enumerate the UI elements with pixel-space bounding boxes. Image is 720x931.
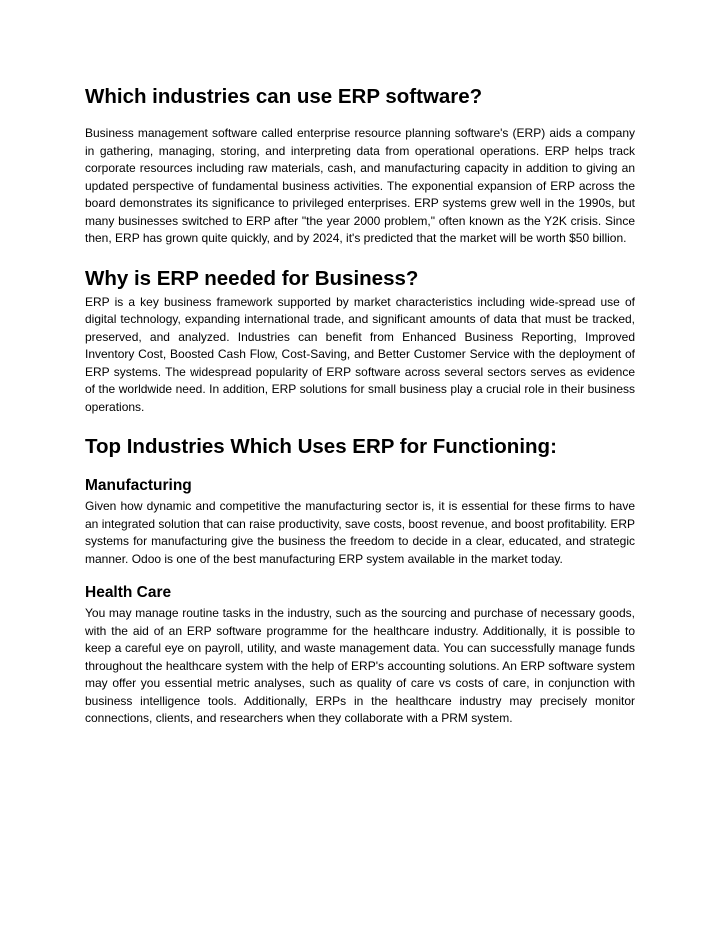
subsection-health-care xyxy=(85,583,635,728)
section-heading: Why is ERP needed for Business? xyxy=(85,266,419,290)
section-which-industries xyxy=(85,84,635,248)
subsection-paragraph: Given how dynamic and competitive the manufacturing sector is, it is essential for these firms to have an integrated solution that can raise productivity, save costs, boost revenue, and boost profitability. ERP systems for manufacturing give the business the freedom to decide in a clear, educated, and strategic manner. Odoo is one of the best manufacturing ERP system available in the market today. xyxy=(85,499,635,566)
subsection-heading: Health Care xyxy=(85,584,172,601)
section-top-industries xyxy=(85,434,635,728)
section-paragraph: Business management software called enterprise resource planning software's (ERP) aids a company in gathering, managing, storing, and interpreting data from operational operations. ERP helps track corporate resources including raw materials, cash, and manufacturing capacity in addition to giving an updated perspective of fundamental business activities. The exponential expansion of ERP across the board demonstrates its significance to privileged enterprises. ERP systems grew well in the 1990s, but many businesses switched to ERP after "the year 2000 problem," often known as the Y2K crisis. Since then, ERP has grown quite quickly, and by 2024, it's predicted that the market will be worth $50 billion. xyxy=(85,126,635,245)
section-heading: Which industries can use ERP software? xyxy=(85,85,483,108)
section-why-erp xyxy=(85,266,635,417)
subsection-paragraph: You may manage routine tasks in the industry, such as the sourcing and purchase of necessary goods, with the aid of an ERP software programme for the healthcare industry. Additionally, it is possible to keep a careful eye on payroll, utility, and waste management data. You can successfully manage funds throughout the healthcare system with the help of ERP's accounting solutions. An ERP software system may offer you essential metric analyses, such as quality of care vs costs of care, in conjunction with business intelligence tools. Additionally, ERPs in the healthcare industry may precisely monitor connections, clients, and researchers when they collaborate with a PRM system. xyxy=(85,606,635,725)
section-heading: Top Industries Which Uses ERP for Functioning: xyxy=(85,435,557,458)
subsection-manufacturing xyxy=(85,476,635,568)
section-paragraph: ERP is a key business framework supported by market characteristics including wide-spread use of digital technology, expanding international trade, and significant amounts of data that must be tracked, preserved, and analyzed. Industries can benefit from Enhanced Business Reporting, Improved Inventory Cost, Boosted Cash Flow, Cost-Saving, and Better Customer Service with the deployment of ERP systems. The widespread popularity of ERP software across several sectors serves as evidence of the worldwide need. In addition, ERP solutions for small business play a crucial role in their business operations. xyxy=(85,294,635,414)
subsection-heading: Manufacturing xyxy=(85,477,192,494)
